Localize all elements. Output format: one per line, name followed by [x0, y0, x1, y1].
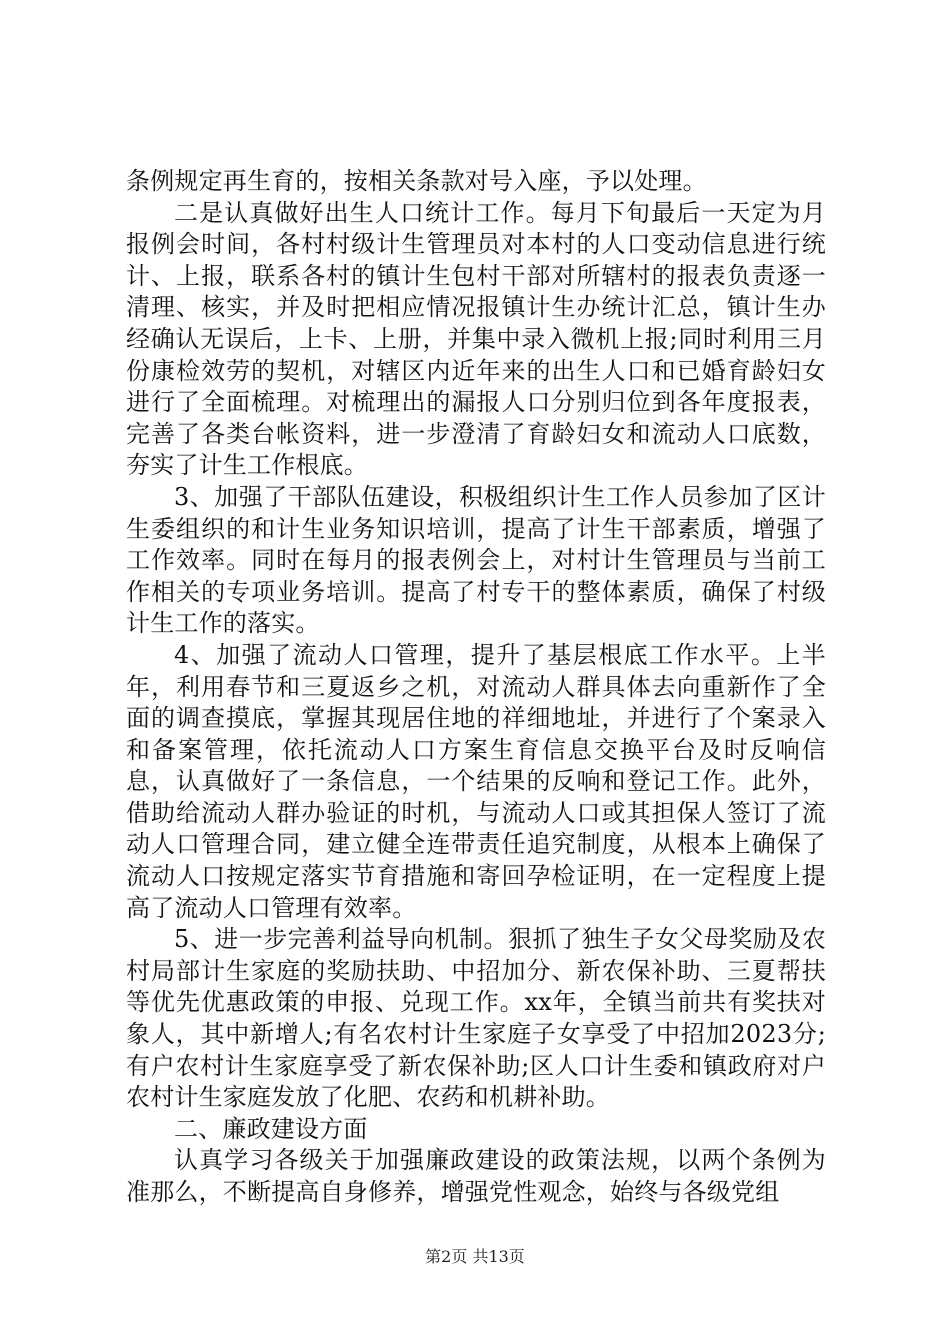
- section-heading: 二、廉政建设方面: [174, 1114, 368, 1143]
- paragraph-3: 3、加强了干部队伍建设，积极组织计生工作人员参加了区计生委组织的和计生业务知识培训，提高了计生干部素质，增强了工作效率。同时在每月的报表例会上，对村计生管理员与当前工作相关的专项业务培训。提高了村专干的整体素质，确保了村级计生工作的落实。: [126, 482, 826, 638]
- paragraph-2: 二是认真做好出生人口统计工作。每月下旬最后一天定为月报例会时间，各村村级计生管理员对本村的人口变动信息进行统计、上报，联系各村的镇计生包村干部对所辖村的报表负责逐一清理、核实，并及时把相应情况报镇计生办统计汇总，镇计生办经确认无误后，上卡、上册，并集中录入微机上报;同时利用三月份康检效劳的契机，对辖区内近年来的出生人口和已婚育龄妇女进行了全面梳理。对梳理出的漏报人口分别归位到各年度报表，完善了各类台帐资料，进一步澄清了育龄妇女和流动人口底数，夯实了计生工作根底。: [126, 198, 826, 480]
- paragraph-6: 认真学习各级关于加强廉政建设的政策法规，以两个条例为准那么，不断提高自身修养，增强党性观念，始终与各级党组: [126, 1146, 826, 1206]
- paragraph-5: 5、进一步完善利益导向机制。狠抓了独生子女父母奖励及农村局部计生家庭的奖励扶助、中招加分、新农保补助、三夏帮扶等优先优惠政策的申报、兑现工作。xx年，全镇当前共有奖扶对象人，其中新增人;有名农村计生家庭子女享受了中招加2023分;有户农村计生家庭享受了新农保补助;区人口计生委和镇政府对户农村计生家庭发放了化肥、农药和机耕补助。: [126, 925, 826, 1112]
- page-number: 第2页 共13页: [425, 1247, 525, 1266]
- document-body: [126, 166, 826, 1209]
- paragraph-1: 条例规定再生育的，按相关条款对号入座，予以处理。: [126, 167, 707, 195]
- paragraph-4: 4、加强了流动人口管理，提升了基层根底工作水平。上半年，利用春节和三夏返乡之机，对流动人群具体去向重新作了全面的调查摸底，掌握其现居住地的祥细地址，并进行了个案录入和备案管理，依托流动人口方案生育信息交换平台及时反响信息，认真做好了一条信息，一个结果的反响和登记工作。此外，借助给流动人群办验证的时机，与流动人口或其担保人签订了流动人口管理合同，建立健全连带责任追究制度，从根本上确保了流动人口按规定落实节育措施和寄回孕检证明，在一定程度上提高了流动人口管理有效率。: [126, 640, 826, 922]
